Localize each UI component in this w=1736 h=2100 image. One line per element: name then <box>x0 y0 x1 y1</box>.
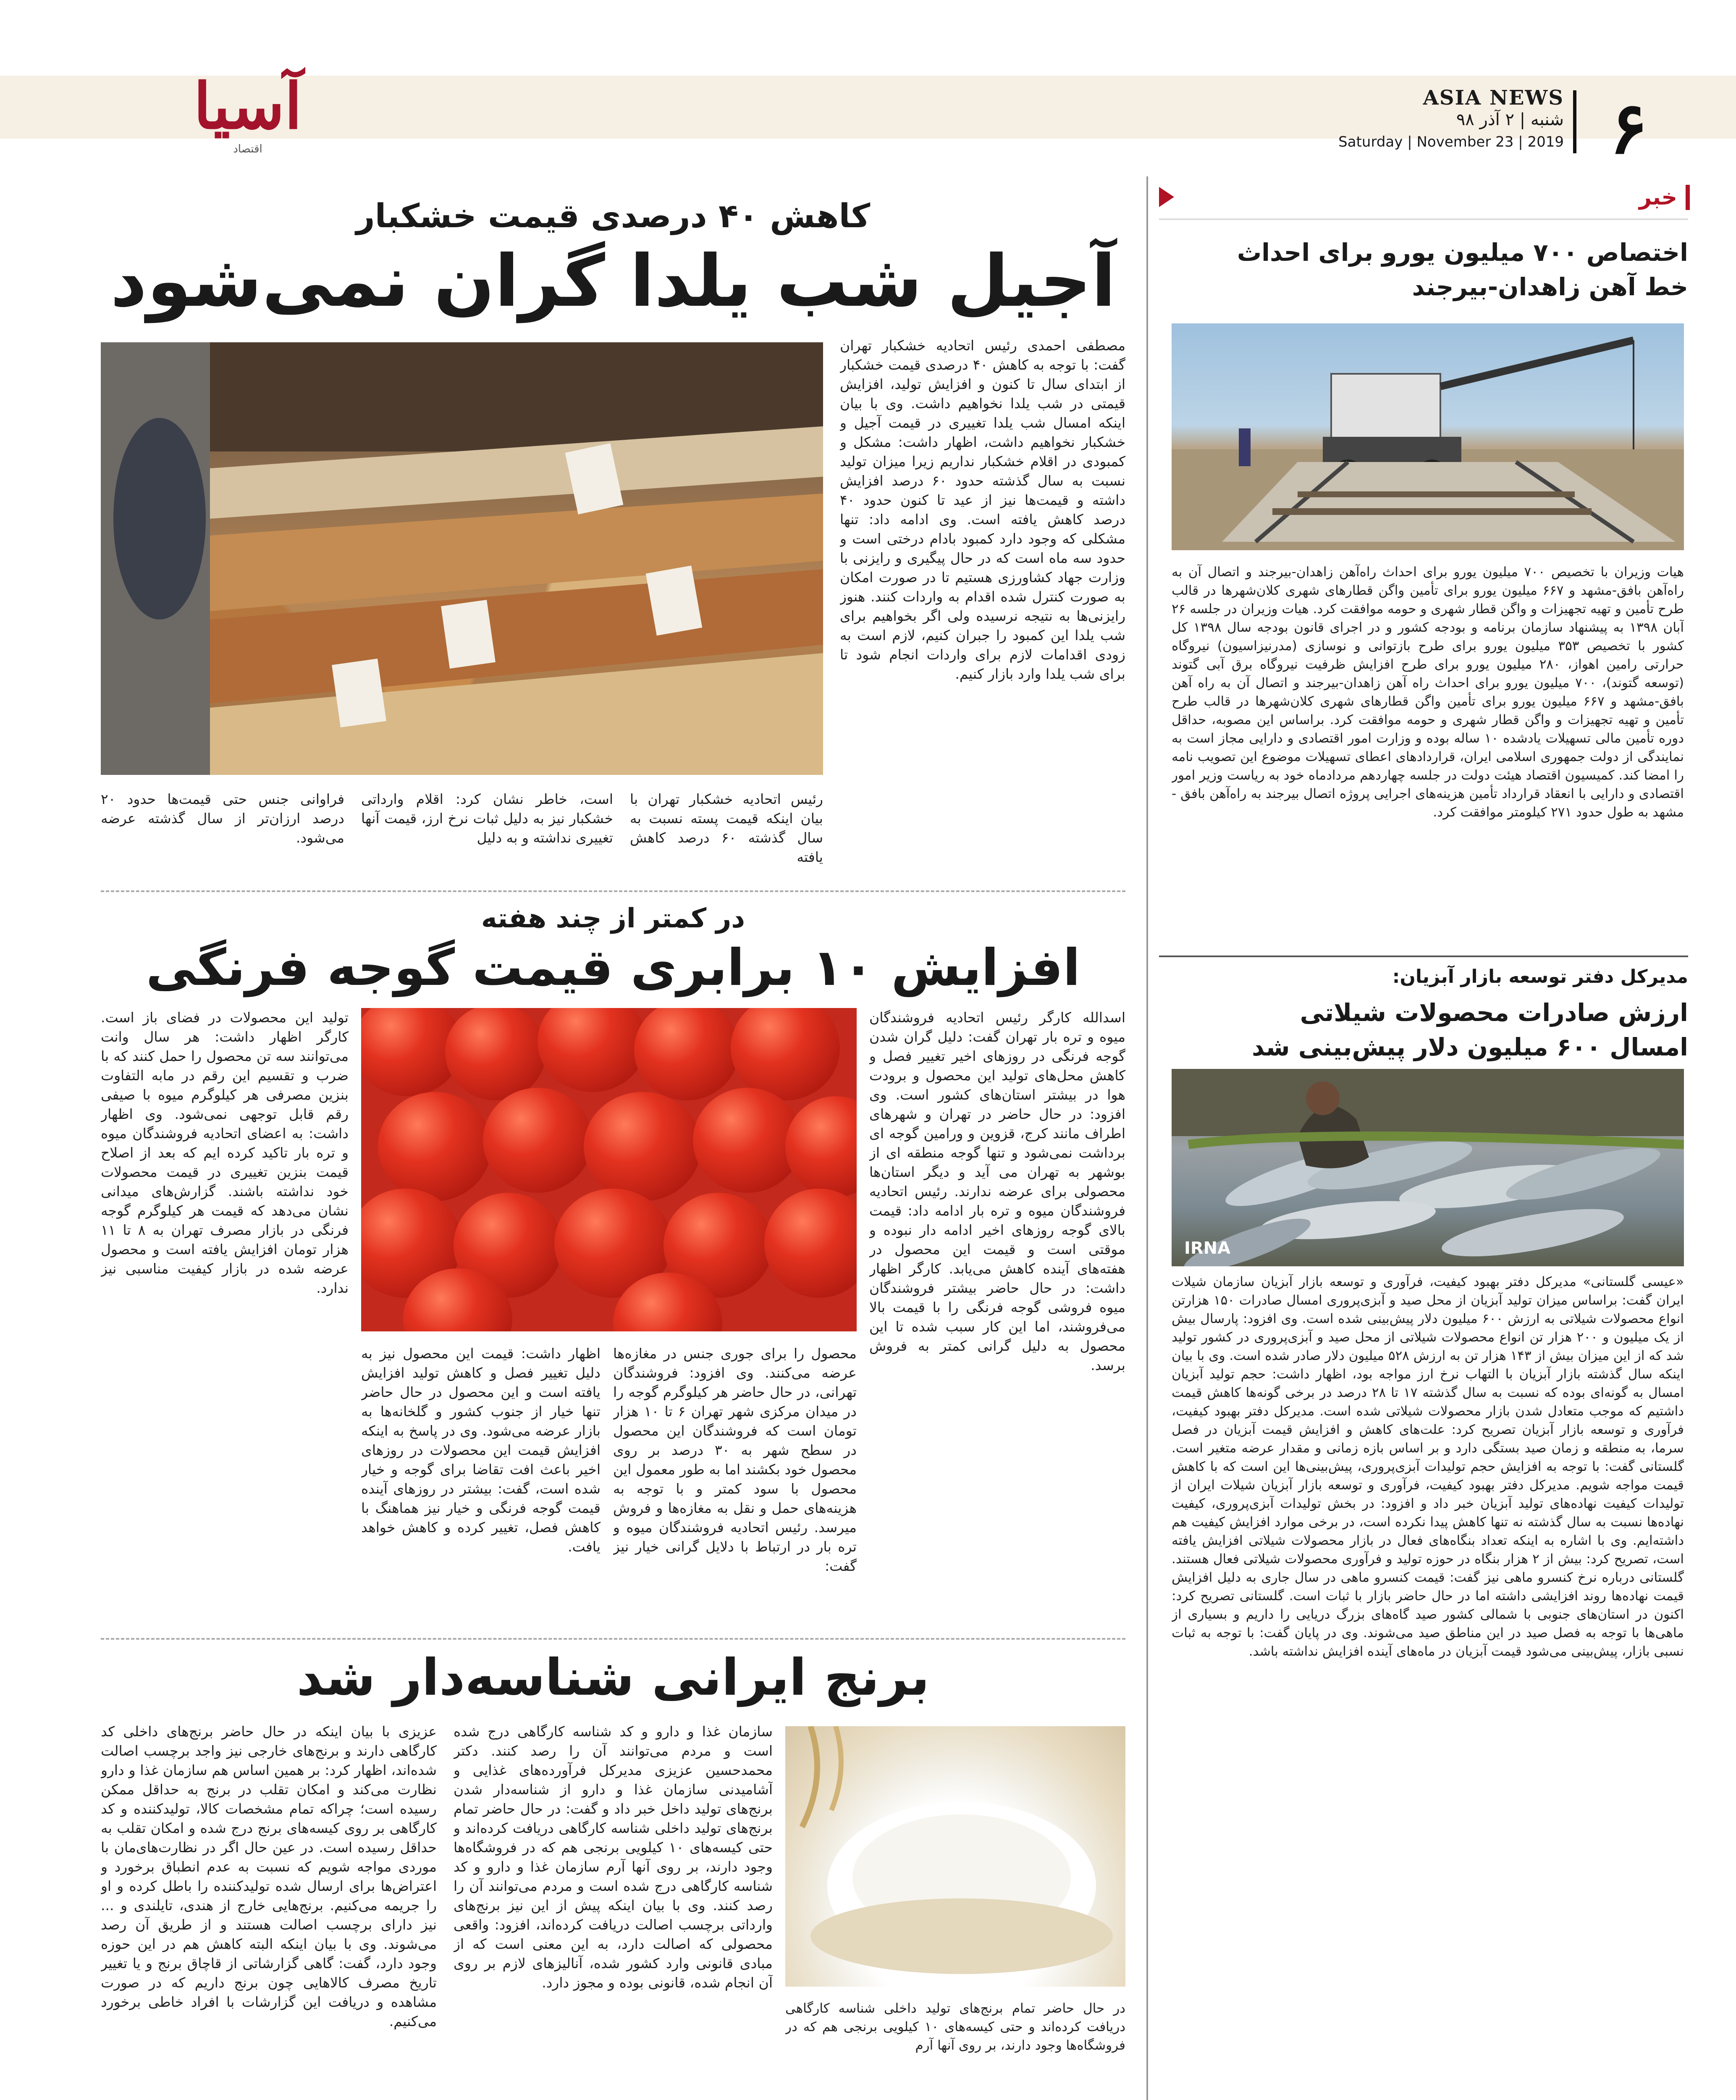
english-date: Saturday | November 23 | 2019 <box>1338 134 1564 150</box>
nuts-col3: است، خاطر نشان کرد: اقلام وارداتی خشکبار نیز به دلیل ثبات نرخ ارز، قیمت آنها تغییری نداشته و به دلیل <box>361 791 613 846</box>
tomato-col3: اظهار داشت: قیمت این محصول نیز به دلیل تغییر فصل و کاهش تولید افزایش یافته است و این محصول در حال حاضر تنها خیار از جنوب کشور و گلخانه‌ها به بازار عرضه می‌شود. وی در پاسخ به اینکه افزایش قیمت این محصولات در روزهای اخیر باعث افت تقاضا برای گوجه و خیار شده است، گفت: بیشتر در روزهای آینده قیمت گوجه فرنگی و خیار نیز هماهنگ با کاهش فصل، تغییر کرده و کاهش خواهد یافت. <box>361 1345 601 1555</box>
story1-body: هیات وزیران با تخصیص ۷۰۰ میلیون یورو برای احداث راه‌آهن زاهدان-بیرجند و اتصال آن به راه‌آهن بافق-مشهد و ۶۶۷ میلیون یورو برای تأمین واگن قطارهای شهری کلان‌شهرها در قالب طرح تأمین و تهیه تجهیزات و واگن قطار شهری و حومه موافقت کرد. هیات وزیران در جلسه ۲۶ آبان ۱۳۹۸ به پیشنهاد سازمان برنامه و بودجه کشور و در اجرای قانون بودجه سال ۱۳۹۸ کل کشور با تخصیص ۳۵۳ میلیون یورو برای طرح بازتوانی و نوسازی (مدرنیزاسیون) نیروگاه حرارتی رامین اهواز، ۲۸۰ میلیون یورو برای طرح افزایش ظرفیت نیروگاه برق آبی گتوند (توسعه گتوند)، ۷۰۰ میلیون یورو برای احداث راه آهن زاهدان-بیرجند و اتصال آن به راه آهن بافق-مشهد و ۶۶۷ میلیون یورو برای تأمین واگن قطارهای شهری کلان‌شهرها در قالب طرح تأمین و تهیه تجهیزات و واگن قطار شهری و حومه موافقت کرد. براساس این مصوبه، حداقل دوره تأمین مالی تسهیلات یادشده ۱۰ ساله بوده و وزارت امور اقتصادی و دارایی مجاز است به نمایندگی از دولت جمهوری اسلامی ایران، قراردادهای اعطای تسهیلات موضوع این تصویب نامه را امضا کند. کمیسیون اقتصاد هیئت دولت در جلسه چهاردهم مردادماه خود به ریاست وزیر امور اقتصادی و دارایی با انعقاد قرارداد تأمین هزینه‌های اجرایی پروژه اتصال بیرجند به راه‌آهن بافق - مشهد به طول حدود ۲۷۱ کیلومتر موافقت کرد. <box>1172 564 1684 820</box>
tomato-col2: محصول را برای جوری جنس در مغازه‌ها عرضه می‌کنند. وی افزود: فروشندگان تهرانی، در حال حاضر هر کیلوگرم گوجه را در میدان مرکزی شهر تهران ۶ تا ۱۰ هزار تومان است که فروشندگان این محصول در سطح شهر به ۳۰ درصد بر روی محصول خود بکشند اما به طور معمول این محصول با سود کمتر و با توجه به هزینه‌های حمل و نقل به مغازه‌ها و فروش میرسد. رئیس اتحادیه فروشندگان میوه و تره بار در ارتباط با دلایل گرانی خیار نیز گفت: <box>613 1345 857 1574</box>
rice-photo <box>785 1726 1125 1987</box>
tomato-photo <box>361 1008 857 1331</box>
page-number: ۶ <box>1609 86 1648 170</box>
logo-tagline: اقتصاد <box>233 143 262 155</box>
sidebar-divider <box>1146 176 1148 2100</box>
railway-crane-illustration <box>1172 323 1684 550</box>
photo-credit: IRNA <box>1184 1239 1231 1258</box>
railway-crane-photo <box>1172 323 1684 550</box>
tomato-shape <box>483 1088 592 1193</box>
tomato-kicker: در کمتر از چند هفته <box>481 903 745 934</box>
section-bar <box>1686 185 1690 210</box>
tomato-shape <box>445 1008 546 1100</box>
tomato-shape <box>538 1008 647 1092</box>
story2-body: «عیسی گلستانی» مدیرکل دفتر بهبود کیفیت، فرآوری و توسعه بازار آبزیان سازمان شیلات ایران گفت: براساس میزان تولید آبزیان از محل صید و آبزی‌پروری امسال صادرات ۱۵۰ هزارتن انواع محصولات شیلاتی به ارزش ۶۰۰ میلیون دلار پیش‌بینی شده است. وی افزود: پارسال بیش از یک میلیون و ۲۰۰ هزار تن انواع محصولات شیلاتی از محل صید و آبزی‌پروری در کشور تولید شد که از این میزان بیش از ۱۴۳ هزار تن به ارزش ۵۲۸ میلیون دلار صادر شده است. وی با بیان اینکه سال گذشته بازار آبزیان با التهاب نرخ ارز مواجه بود، اظهار داشت: حجم تولید آبزیان امسال به گونه‌ای بوده که نسبت به سال گذشته ۱۷ تا ۲۸ درصد در برخی گونه‌ها کاهش قیمت داشتیم که موجب متعادل شدن بازار محصولات شیلاتی شده است. مدیرکل دفتر بهبود کیفیت، فرآوری و توسعه بازار آبزیان تصریح کرد: علت‌های کاهش و افزایش قیمت آبزیان در فصل سرما، به منطقه و زمان صید بستگی دارد و بر اساس بازه زمانی و مقدار عرضه متغیر است. گلستانی گفت: با توجه به افزایش حجم تولیدات آبزی‌پروری، پیش‌بینی‌ها این است که با کاهش قیمت مواجه شویم. مدیرکل دفتر بهبود کیفیت، فرآوری و توسعه بازار آبزیان شیلات ایران از تولیدات کیفیت نهاده‌های تولید آبزیان خبر داد و افزود: در بخش تولیدات آبزی‌پروری، کیفیت نهاده‌ها نسبت به سال گذشته نه تنها کاهش پیدا نکرده است، در برخی موارد افزایش کیفیت هم داشته‌ایم. وی با اشاره به اینکه تعداد بنگاه‌های فعال در بازار محصولات شیلاتی افزایش یافته است، تصریح کرد: بیش از ۲ هزار بنگاه در حوزه تولید و فرآوری محصولات شیلاتی فعال هستند. گلستانی درباره نرخ کنسرو ماهی نیز گفت: قیمت کنسرو ماهی در سال جاری به دلیل افزایش قیمت نهاده‌ها روند افزایشی داشته اما در حال حاضر بازار با ثبات است. گلستانی تصریح کرد: اکنون در استان‌های جنوبی با شمالی کشور صید گاه‌های بزرگ دریایی را داریم و بسیاری از ماهی‌ها با توجه به فصل صید در این مناطق صید می‌شوند. وی در پایان گفت: با توجه به ثبات نسبی بازار، پیش‌بینی می‌شود قیمت آبزیان در ماه‌های آینده افزایش نداشته باشد. <box>1172 1274 1684 1659</box>
rice-col1: سازمان غذا و دارو و کد شناسه کارگاهی درج شده است و مردم می‌توانند آن را رصد کنند. دکتر محمدحسین عزیزی مدیرکل فرآورده‌های غذایی و آشامیدنی سازمان غذا و دارو از شناسه‌دار شدن برنج‌های تولید داخل خبر داد و گفت: در حال حاضر تمام برنج‌های تولید داخلی شناسه کارگاهی دریافت کرده‌اند و حتی کیسه‌های ۱۰ کیلویی برنجی هم که در فروشگاه‌ها وجود دارند، بر روی آنها آرم سازمان غذا و دارو و کد شناسه کارگاهی درج شده است و مردم می‌توانند آن را رصد کنند. وی با بیان اینکه پیش از این نیز برنج‌های وارداتی برچسب اصالت دریافت کرده‌اند، افزود: واقعی محصولی که اصالت دارد، به این معنی است که از مبادی قانونی وارد کشور شده، آنالیزهای لازم بر روی آن انجام شده، قانونی بوده و مجوز دارد. <box>454 1723 773 1991</box>
section-arrow-icon <box>1159 187 1174 207</box>
nuts-col4: فراوانی جنس حتی قیمت‌ها حدود ۲۰ درصد ارزان‌تر از سال گذشته عرضه می‌شود. <box>101 791 344 846</box>
tomato-shape <box>584 1092 701 1201</box>
rice-headline: برنج ایرانی شناسه‌دار شد <box>296 1648 930 1707</box>
story2-kicker: مدیرکل دفتر توسعه بازار آبزیان: <box>1392 966 1688 987</box>
tomato-shape <box>731 1008 840 1100</box>
story2-headline-line1: ارزش صادرات محصولات شیلاتی <box>1300 998 1688 1027</box>
nuts-headline: آجیل شب یلدا گران نمی‌شود <box>110 240 1116 323</box>
tomato-col4: تولید این محصولات در فضای باز است. کارگر اظهار داشت: هر سال وانت می‌توانند سه تن محصول را حمل کنند که با ضرب و تقسیم این رقم در مابه التفاوت بنزین مصرفی هر کیلوگرم میوه با صیفی رقم قابل توجهی نمی‌شود. وی اظهار داشت: به اعضای اتحادیه فروشندگان میوه و تره بار تاکید کرده ایم که بعد از اصلاح قیمت بنزین تغییری در قیمت محصولات خود نداشته باشند. گزارش‌های میدانی نشان می‌دهد که قیمت هر کیلوگرم گوجه فرنگی در بازار مصرف تهران به ۸ تا ۱۱ هزار تومان افزایش یافته است و محصول عرضه شده در بازار کیفیت مناسبی نیز ندارد. <box>101 1009 349 1296</box>
section-label: خبر <box>1639 185 1677 210</box>
story1-headline <box>1167 235 1688 304</box>
story1-headline-line2: خط آهن زاهدان-بیرجند <box>1412 273 1688 301</box>
publication-name: ASIA NEWS <box>1423 86 1564 110</box>
story2-headline-line2: امسال ۶۰۰ میلیون دلار پیش‌بینی شد <box>1251 1033 1688 1061</box>
rice-illustration <box>785 1726 1125 1987</box>
sidebar-story-divider <box>1159 956 1688 957</box>
nuts-kicker: کاهش ۴۰ درصدی قیمت خشکبار <box>356 197 871 235</box>
rice-col2: عزیزی با بیان اینکه در حال حاضر برنج‌های داخلی کد کارگاهی دارند و برنج‌های خارجی نیز واجد برچسب اصالت شده‌اند، اظهار کرد: بر همین اساس هم سازمان غذا و دارو نظارت می‌کند و امکان تقلب در برنج به حداقل ممکن رسیده است؛ چراکه تمام مشخصات کالا، تولیدکننده و کد کارگاهی بر روی کیسه‌های برنج درج شده و امکان تقلب به حداقل رسیده است. در عین حال اگر در نظارت‌های‌مان با موردی مواجه شویم که نسبت به عدم انطباق برخورد و اعتراض‌ها برای ارسال شده تولیدکننده را باطل کرده و او را جریمه می‌کنیم. برنج‌هایی خارج از هندی، تایلندی و ... نیز دارای برچسب اصالت هستند و از طریق آن رصد می‌شوند. وی با بیان اینکه البته کاهش هم در این حوزه وجود دارد، گفت: گاهی گزارشاتی از قاچاق برنج و یا تغییر تاریخ مصرف کالاهایی چون برنج داریم که در صورت مشاهده و دریافت این گزارشات با افراد خاطی برخورد می‌کنیم. <box>101 1723 437 2029</box>
nuts-shop-photo <box>101 342 823 775</box>
nuts-col2: رئیس اتحادیه خشکبار تهران با بیان اینکه قیمت پسته نسبت به سال گذشته ۶۰ درصد کاهش یافته <box>630 791 823 865</box>
tomato-col1: اسدالله کارگر رئیس اتحادیه فروشندگان میوه و تره بار تهران گفت: دلیل گران شدن گوجه فرنگی در روزهای اخیر تغییر فصل و کاهش محل‌های تولید این محصول و برودت هوا در بیشتر استان‌های کشور است. وی افزود: در حال حاضر در تهران و شهرهای اطراف مانند کرج، قزوین و ورامین گوجه ای برداشت نمی‌شود و تنها گوجه منطقه ای از بوشهر به تهران می آید و دیگر استان‌ها محصولی برای عرضه ندارند. رئیس اتحادیه فروشندگان میوه و تره بار ادامه داد: قیمت بالای گوجه روزهای اخیر ادامه دار نبوده و موقتی است و قیمت این محصول در هفته‌های آینده کاهش می‌یابد. کارگر اظهار داشت: در حال حاضر بیشتر فروشندگان میوه فروشی گوجه فرنگی را با قیمت بالا می‌فروشند، اما این کار سبب شده تا این محصول به دلیل گرانی کمتر به فروش برسد. <box>869 1009 1125 1373</box>
nuts-col1: مصطفی احمدی رئیس اتحادیه خشکبار تهران گفت: با توجه به کاهش ۴۰ درصدی قیمت خشکبار از ابتدای سال تا کنون و افزایش تولید، افزایش قیمتی در شب یلدا نخواهیم داشت. وی با بیان اینکه امسال شب یلدا تغییری در قیمت آجیل و خشکبار نخواهیم داشت، اظهار داشت: مشکل و کمبودی در اقلام خشکبار نداریم زیرا میزان تولید نسبت به سال گذشته حدود ۶۰ درصد افزایش داشته و قیمت‌ها نیز از عید تا کنون حدود ۴۰ درصد کاهش یافته است. وی ادامه داد: تنها مشکلی که وجود دارد کمبود بادام درختی است و حدود سه ماه است که در حال پیگیری و رایزنی با وزارت جهاد کشاورزی هستیم تا در صورت امکان به صورت کنترل شده اقدام به واردات کنند. هنوز رایزنی‌ها به نتیجه نرسیده ولی اگر بخواهیم برای شب یلدا این کمبود را جبران کنیم، لازم است به زودی اقدامات لازم برای واردات انجام شود تا برای شب یلدا وارد بازار کنیم. <box>840 337 1125 682</box>
persian-date: شنبه | ۲ آذر ۹۸ <box>1456 110 1564 129</box>
rice-caption: در حال حاضر تمام برنج‌های تولید داخلی شناسه کارگاهی دریافت کرده‌اند و حتی کیسه‌های ۱۰ کیلویی برنجی هم که در فروشگاه‌ها وجود دارند، بر روی آنها آرم <box>785 2001 1125 2053</box>
header-divider <box>1573 90 1576 153</box>
tomato-shape <box>785 1096 857 1197</box>
section-divider-2 <box>101 1638 1125 1640</box>
story2-headline <box>1167 995 1688 1064</box>
section-divider-1 <box>101 890 1125 892</box>
section-underline <box>1159 218 1688 220</box>
tomato-shape <box>764 1189 857 1298</box>
tomato-shape <box>378 1092 491 1201</box>
fish-market-photo <box>1172 1069 1684 1266</box>
story1-headline-line1: اختصاص ۷۰۰ میلیون یورو برای احداث <box>1237 238 1688 267</box>
nuts-illustration <box>101 342 823 775</box>
fish-illustration <box>1172 1069 1684 1266</box>
tomato-shape <box>634 1008 739 1100</box>
tomato-headline: افزایش ۱۰ برابری قیمت گوجه فرنگی <box>146 939 1080 997</box>
asia-logo: آسیا <box>193 69 302 143</box>
